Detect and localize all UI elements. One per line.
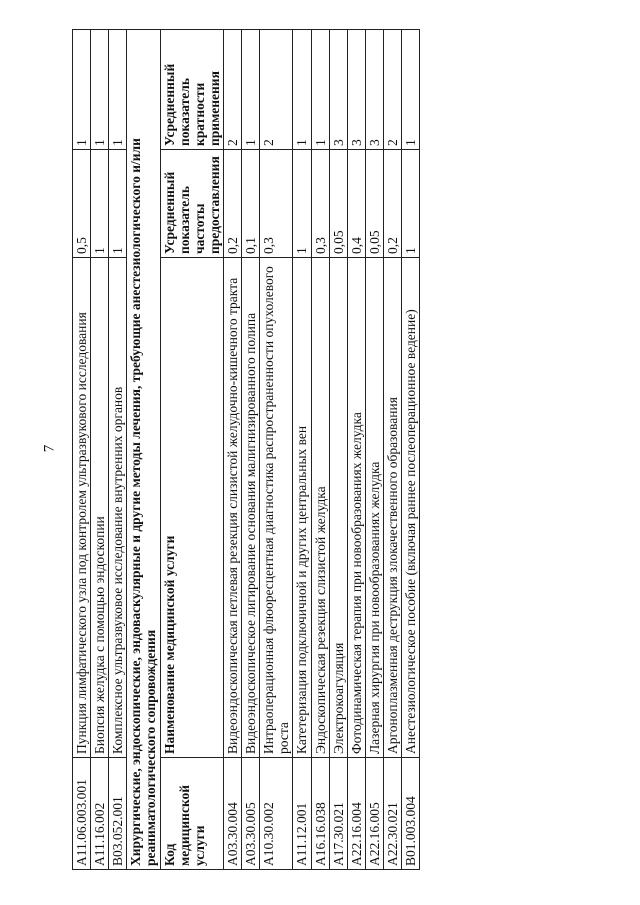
cell-name: Аргоноплазменная деструкция злокачественного образования [383,258,401,758]
table-row [347,30,365,870]
cell-name: Видеоэндоскопическое лигирование основания малигнизированного полипа [242,258,260,758]
main-rows [223,30,419,870]
cell-multiplicity: 1 [402,30,420,150]
cell-frequency: 1 [91,150,109,258]
table-row [329,30,347,870]
header-name: Наименование медицинской услуги [160,258,223,758]
section-row [127,30,160,870]
cell-frequency: 0,5 [73,150,91,258]
cell-frequency: 1 [402,150,420,258]
cell-frequency: 1 [109,150,127,258]
cell-name: Катетеризация подключичной и других центральных вен [293,258,311,758]
cell-code: A16.16.038 [311,758,329,870]
cell-multiplicity: 3 [347,30,365,150]
cell-name: Биопсия желудка с помощью эндоскопии [91,258,109,758]
table-row [260,30,293,870]
cell-multiplicity: 1 [242,30,260,150]
header-code: Код медицинской услуги [160,758,223,870]
cell-name: Видеоэндоскопическая петлевая резекция слизистой желудочно-кишечного тракта [223,258,241,758]
cell-name: Электрокоагуляция [329,258,347,758]
cell-frequency: 0,3 [311,150,329,258]
table-sheet [72,30,534,870]
cell-frequency: 0,3 [260,150,293,258]
header-multiplicity: Усредненный показатель кратности применения [160,30,223,150]
cell-multiplicity: 2 [260,30,293,150]
cell-name: Комплексное ультразвуковое исследование внутренних органов [109,258,127,758]
header-frequency: Усредненный показатель частоты предоставления [160,150,223,258]
cell-code: A03.30.004 [223,758,241,870]
cell-frequency: 0,4 [347,150,365,258]
cell-code: A17.30.021 [329,758,347,870]
cell-name: Пункция лимфатического узла под контролем ультразвукового исследования [73,258,91,758]
cell-multiplicity: 1 [311,30,329,150]
cell-name: Лазерная хирургия при новообразованиях желудка [365,258,383,758]
table-row [109,30,127,870]
table-row [223,30,241,870]
top-rows [73,30,127,870]
cell-code: B01.003.004 [402,758,420,870]
cell-frequency: 0,1 [242,150,260,258]
cell-code: A11.06.003.001 [73,758,91,870]
cell-multiplicity: 1 [73,30,91,150]
cell-name: Интраоперационная флюоресцентная диагностика распространенности опухолевого роста [260,258,293,758]
cell-code: A11.12.001 [293,758,311,870]
cell-code: A22.16.004 [347,758,365,870]
cell-code: A11.16.002 [91,758,109,870]
table-row [293,30,311,870]
cell-code: A22.30.021 [383,758,401,870]
cell-name: Фотодинамическая терапия при новообразованиях желудка [347,258,365,758]
section-title: Хирургические, эндоскопические, эндоваскулярные и другие методы лечения, требующие анестезиологического и/или реаниматологического сопровождения [127,30,160,870]
cell-multiplicity: 1 [109,30,127,150]
cell-code: A10.30.002 [260,758,293,870]
cell-multiplicity: 2 [383,30,401,150]
table-row [365,30,383,870]
page-number: 7 [41,444,58,453]
header-row [160,30,223,870]
table-row [242,30,260,870]
cell-multiplicity: 1 [293,30,311,150]
cell-multiplicity: 3 [365,30,383,150]
table-row [311,30,329,870]
cell-frequency: 1 [293,150,311,258]
cell-frequency: 0,2 [223,150,241,258]
cell-multiplicity: 2 [223,30,241,150]
cell-frequency: 0,2 [383,150,401,258]
cell-multiplicity: 1 [91,30,109,150]
table-row [402,30,420,870]
cell-multiplicity: 3 [329,30,347,150]
cell-name: Анестезиологическое пособие (включая раннее послеоперационное ведение) [402,258,420,758]
table-row [383,30,401,870]
cell-code: A22.16.005 [365,758,383,870]
cell-frequency: 0,05 [329,150,347,258]
services-table [72,29,420,870]
table-row [73,30,91,870]
table-row [91,30,109,870]
cell-name: Эндоскопическая резекция слизистой желудка [311,258,329,758]
cell-frequency: 0,05 [365,150,383,258]
cell-code: B03.052.001 [109,758,127,870]
cell-code: A03.30.005 [242,758,260,870]
